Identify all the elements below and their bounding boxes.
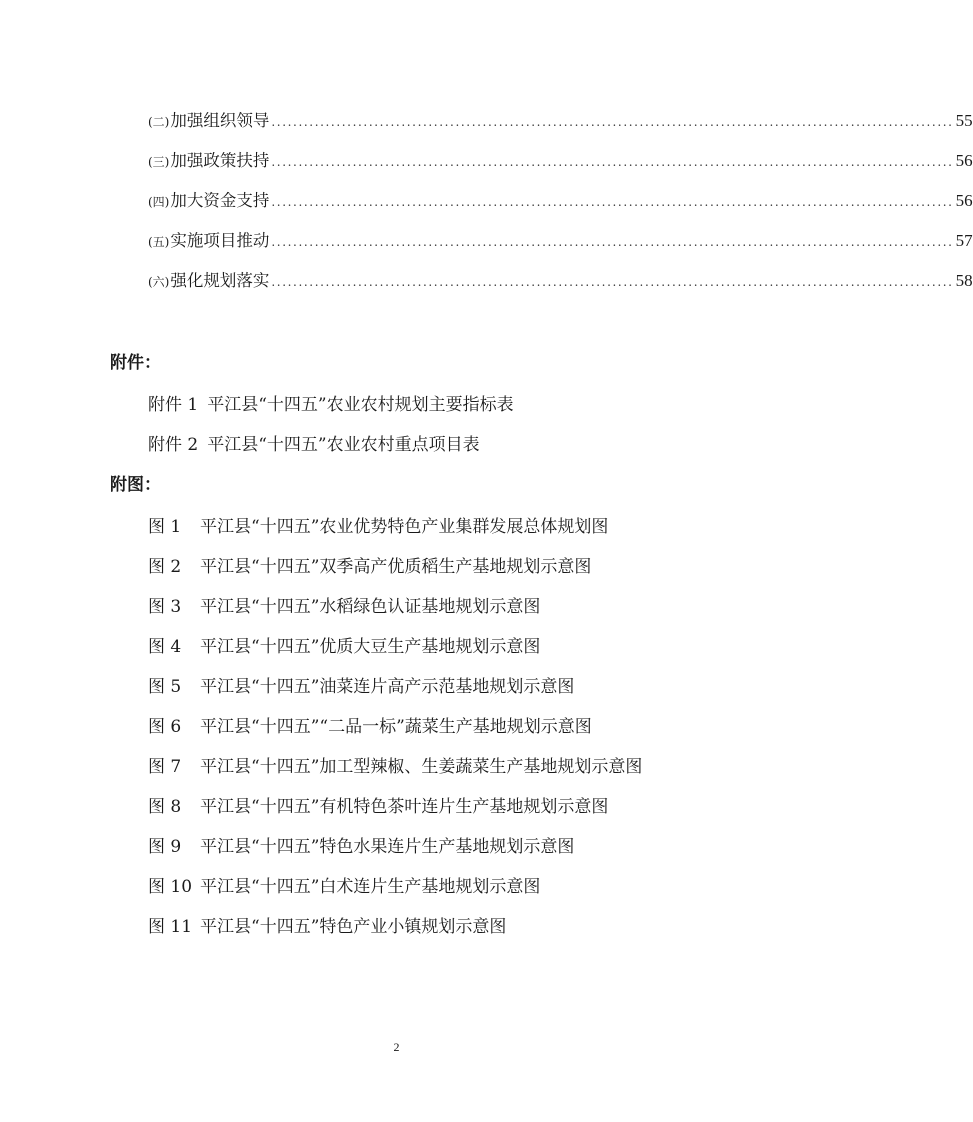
toc-entry-title: 强化规划落实 <box>170 271 270 290</box>
attachment-title: 平江县“十四五”农业农村规划主要指标表 <box>207 395 514 415</box>
attachments-heading: 附件： <box>110 353 161 373</box>
figure-title: 平江县“十四五”加工型辣椒、生姜蔬菜生产基地规划示意图 <box>200 757 643 777</box>
figure-title: 平江县“十四五”水稻绿色认证基地规划示意图 <box>200 597 541 617</box>
attachment-item <box>148 430 514 470</box>
toc-entry[interactable] <box>148 107 973 147</box>
toc-entry-page: 57 <box>955 231 973 250</box>
figure-item <box>148 712 642 752</box>
toc-entry-title: 加大资金支持 <box>170 191 270 210</box>
figure-label: 图 3 <box>148 597 182 617</box>
toc-entry[interactable] <box>148 267 973 307</box>
figure-item <box>148 552 642 592</box>
toc-entry-page: 58 <box>955 271 973 290</box>
toc-entry-title: 加强政策扶持 <box>170 151 270 170</box>
figure-label: 图 9 <box>148 837 182 857</box>
figure-item <box>148 792 642 832</box>
attachment-title: 平江县“十四五”农业农村重点项目表 <box>207 435 480 455</box>
toc-entry-number: (六) <box>148 275 170 289</box>
toc-entry-number: (三) <box>148 155 170 169</box>
toc-entry[interactable] <box>148 187 973 227</box>
toc-entry-page: 56 <box>955 191 973 210</box>
figure-label: 图 1 <box>148 517 182 537</box>
toc-leader-dots: .............................................................................................................................. <box>271 235 954 249</box>
toc-leader-dots: .............................................................................................................................. <box>271 195 954 209</box>
attachment-label: 附件 2 <box>148 435 199 455</box>
page-number: 2 <box>393 1040 400 1054</box>
attachment-item <box>148 390 514 430</box>
figure-label: 图 2 <box>148 557 182 577</box>
figure-title: 平江县“十四五”特色产业小镇规划示意图 <box>200 917 507 937</box>
toc-entry-title: 实施项目推动 <box>170 231 270 250</box>
figure-item <box>148 512 642 552</box>
figure-title: 平江县“十四五”双季高产优质稻生产基地规划示意图 <box>200 557 592 577</box>
figures-list <box>148 512 642 952</box>
toc-entry-number: (五) <box>148 235 170 249</box>
figure-label: 图 11 <box>148 917 193 937</box>
figure-label: 图 8 <box>148 797 182 817</box>
figure-item <box>148 592 642 632</box>
figure-label: 图 4 <box>148 637 182 657</box>
figure-label: 图 6 <box>148 717 182 737</box>
figure-title: 平江县“十四五”有机特色茶叶连片生产基地规划示意图 <box>200 797 609 817</box>
figure-item <box>148 632 642 672</box>
toc-entry-number: (四) <box>148 195 170 209</box>
figure-item <box>148 872 642 912</box>
toc-entry[interactable] <box>148 227 973 267</box>
figure-label: 图 10 <box>148 877 193 897</box>
figure-item <box>148 912 642 952</box>
figure-label: 图 7 <box>148 757 182 777</box>
toc-entry-number: (二) <box>148 115 170 129</box>
toc-entry-title: 加强组织领导 <box>170 111 270 130</box>
figure-title: 平江县“十四五”优质大豆生产基地规划示意图 <box>200 637 541 657</box>
figure-item <box>148 832 642 872</box>
toc-leader-dots: .............................................................................................................................. <box>271 155 954 169</box>
figure-item <box>148 752 642 792</box>
figure-label: 图 5 <box>148 677 182 697</box>
table-of-contents <box>148 107 973 307</box>
toc-entry-page: 55 <box>955 111 973 130</box>
toc-entry[interactable] <box>148 147 973 187</box>
figure-title: 平江县“十四五”农业优势特色产业集群发展总体规划图 <box>200 517 609 537</box>
figure-title: 平江县“十四五”白术连片生产基地规划示意图 <box>200 877 541 897</box>
attachment-label: 附件 1 <box>148 395 199 415</box>
figure-title: 平江县“十四五”特色水果连片生产基地规划示意图 <box>200 837 575 857</box>
toc-leader-dots: .............................................................................................................................. <box>271 275 954 289</box>
figure-title: 平江县“十四五”油菜连片高产示范基地规划示意图 <box>200 677 575 697</box>
figures-heading: 附图： <box>110 475 161 495</box>
toc-entry-page: 56 <box>955 151 973 170</box>
toc-leader-dots: .............................................................................................................................. <box>271 115 954 129</box>
figure-item <box>148 672 642 712</box>
figure-title: 平江县“十四五”“二品一标”蔬菜生产基地规划示意图 <box>200 717 592 737</box>
attachments-list <box>148 390 514 470</box>
